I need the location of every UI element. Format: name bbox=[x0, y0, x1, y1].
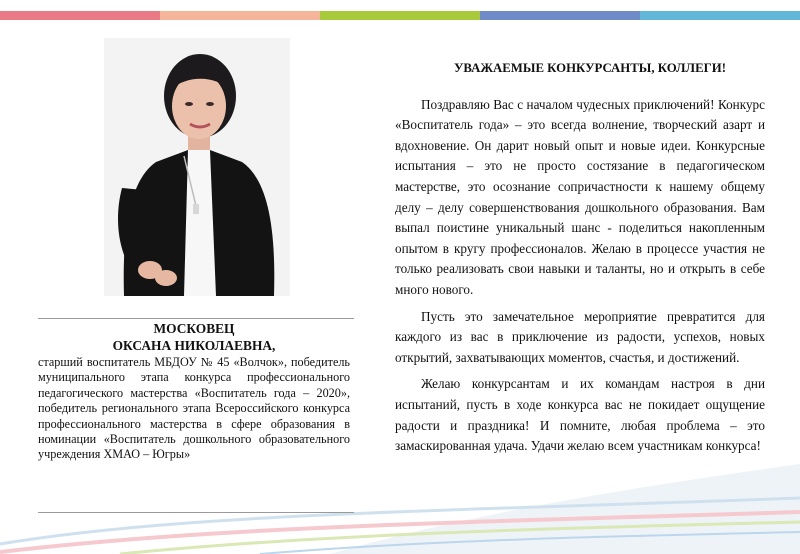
divider bbox=[38, 512, 354, 513]
color-segment bbox=[480, 11, 640, 20]
color-segment bbox=[320, 11, 480, 20]
letter-paragraph: Желаю конкурсантам и их командам настроя в дни испытаний, пусть в ходе конкурса вас не покидает ощущение радости и праздника! И помните, любая проблема – это замаскированная удача. Удачи желаю всем участникам конкурса! bbox=[395, 376, 765, 454]
letter-paragraph: Пусть это замечательное мероприятие превратится для каждого из вас в приключение из радости, успехов, новых открытий, захватывающих моментов, счастья, и достижений. bbox=[395, 308, 765, 365]
greeting-letter bbox=[395, 58, 765, 463]
author-bio bbox=[38, 320, 350, 463]
portrait-photo bbox=[104, 38, 290, 296]
author-description: старший воспитатель МБДОУ № 45 «Волчок», победитель муниципального этапа конкурса профессионального педагогического мастерства «Воспитатель года – 2020», победитель регионального этапа Всероссийского конкурса профессионального мастерства в сфере образования в номинации «Воспитатель дошкольного образовательного учреждения ХМАО – Югры» bbox=[38, 355, 350, 462]
color-segment bbox=[0, 11, 160, 20]
author-surname: МОСКОВЕЦ bbox=[153, 321, 235, 336]
color-segment bbox=[160, 11, 320, 20]
letter-paragraph: Поздравляю Вас с началом чудесных приключений! Конкурс «Воспитатель года» – это всегда волнение, творческий азарт и вдохновение. Он дарит новый опыт и новые идеи. Конкурсные испытания – это не просто состязание в педагогическом мастерстве, это осознание сопричастности к нашему общему делу – делу совершенствования дошкольного образования. Вам выпал поистине уникальный шанс - поделиться накопленным опытом в кругу профессионалов. Желаю в процессе участия не только реализовать свои навыки и таланты, но и открыть в себе много нового. bbox=[395, 96, 765, 297]
top-color-bar bbox=[0, 11, 800, 20]
author-first-names: ОКСАНА НИКОЛАЕВНА, bbox=[112, 338, 276, 353]
divider bbox=[38, 318, 354, 319]
color-segment bbox=[640, 11, 800, 20]
letter-heading: УВАЖАЕМЫЕ КОНКУРСАНТЫ, КОЛЛЕГИ! bbox=[454, 61, 726, 75]
